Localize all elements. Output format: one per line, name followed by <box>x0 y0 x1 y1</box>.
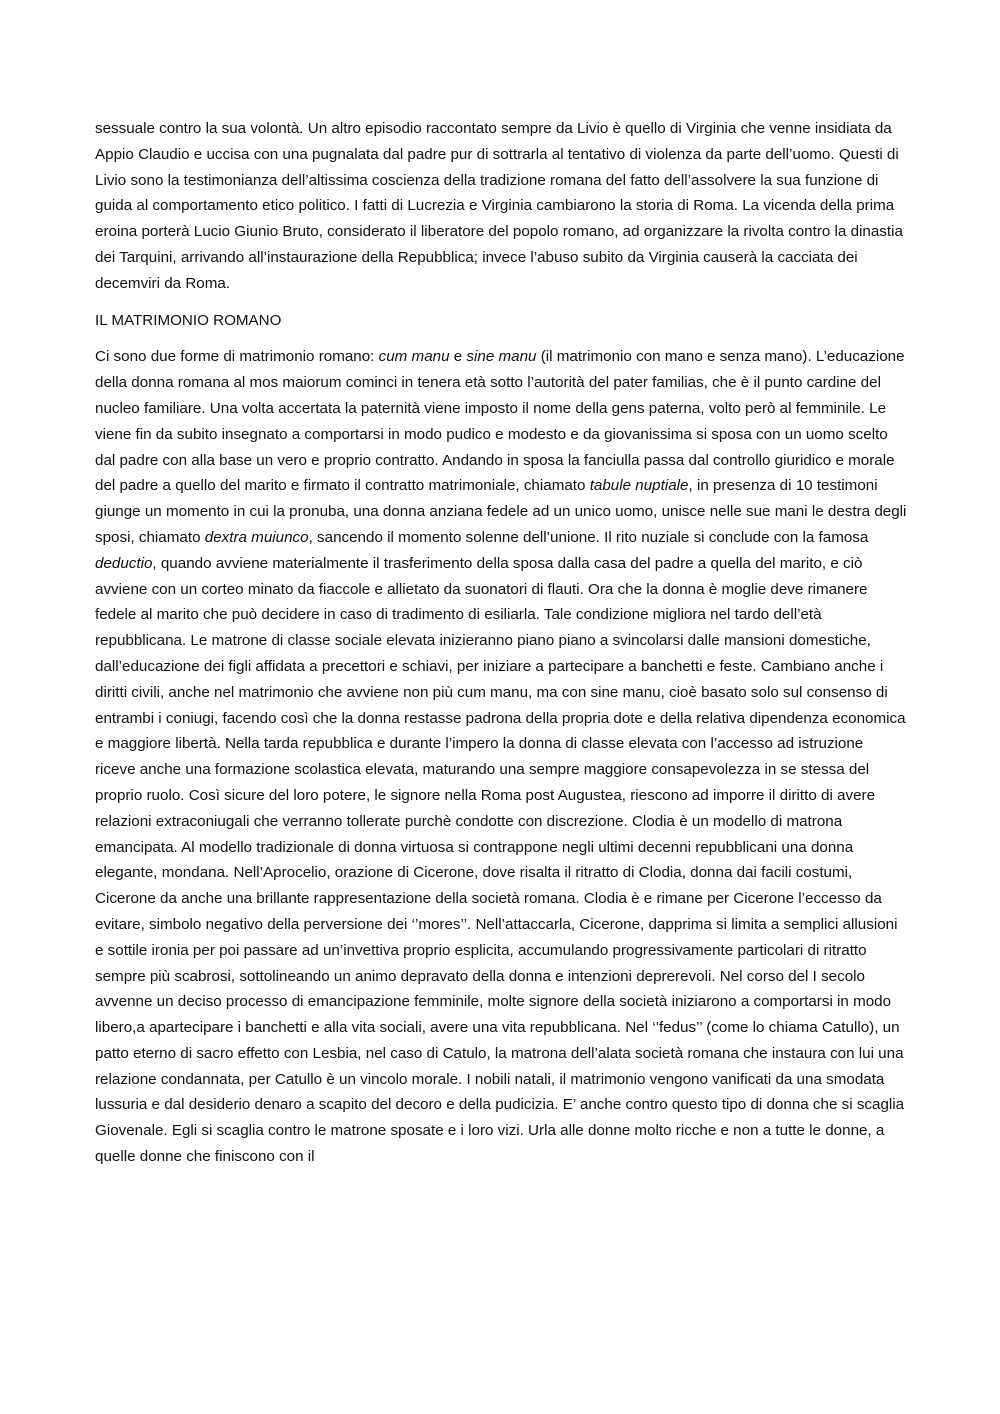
text-run: e <box>449 348 467 366</box>
document-page <box>95 116 907 1181</box>
paragraph-virginia: sessuale contro la sua volontà. Un altro episodio raccontato sempre da Livio è quello di Virginia che venne insidiata da Appio Claudio e uccisa con una pugnalata dal padre pur di sottrarla al tentativo di violenza da parte dell’uomo. Questi di Livio sono la testimonianza dell’altissima coscienza della tradizione romana del fatto dell’assolvere la sua funzione di guida al comportamento etico politico. I fatti di Lucrezia e Virginia cambiarono la storia di Roma. La vicenda della prima eroina porterà Lucio Giunio Bruto, considerato il liberatore del popolo romano, ad organizzare la rivolta contro la dinastia dei Tarquini, arrivando all’instaurazione della Repubblica; invece l’abuso subito da Virginia causerà la cacciata dei decemviri da Roma. <box>95 120 903 292</box>
italic-term-sine-manu: sine manu <box>466 348 537 366</box>
italic-term-tabule-nuptiale: tabule nuptiale <box>589 477 689 495</box>
italic-term-deductio: deductio <box>95 554 153 572</box>
italic-term-cum-manu: cum manu <box>378 348 450 366</box>
italic-term-dextra-muiunco: dextra muiunco <box>204 528 309 546</box>
text-run: Ci sono due forme di matrimonio romano: <box>95 348 379 366</box>
paragraph-matrimonio <box>95 344 907 1170</box>
section-heading: IL MATRIMONIO ROMANO <box>95 311 282 329</box>
text-run: , quando avviene materialmente il trasferimento della sposa dalla casa del padre a quella del marito, e ciò avviene con un corteo minato da fiaccole e allietato da suonatori di flauti. Ora che la donna è moglie deve rimanere fedele al marito che può decidere in caso di tradimento di esiliarla. Tale condizione migliora nel tardo dell’età repubblicana. Le matrone di classe sociale elevata inizieranno piano piano a svincolarsi dalle mansioni domestiche, dall’educazione dei figli affidata a precettori e schiavi, per iniziare a partecipare a banchetti e feste. Cambiano anche i diritti civili, anche nel matrimonio che avviene non più cum manu, ma con sine manu, cioè basato solo sul consenso di entrambi i coniugi, facendo così che la donna restasse padrona della propria dote e della relativa dipendenza economica e maggiore libertà. Nella tarda repubblica e durante l’impero la donna di classe elevata con l’accesso ad istruzione riceve anche una formazione scolastica elevata, maturando una sempre maggiore consapevolezza in se stessa del proprio ruolo. Così sicure del loro potere, le signore nella Roma post Augustea, riescono ad imporre il diritto di avere relazioni extraconiugali che verranno tollerate purchè condotte con discrezione. Clodia è un modello di matrona emancipata. Al modello tradizionale di donna virtuosa si contrappone negli ultimi decenni repubblicani una donna elegante, mondana. Nell’Aprocelio, orazione di Cicerone, dove risalta il ritratto di Clodia, donna dai facili costumi, Cicerone da anche una brillante rappresentazione della società romana. Clodia è e rimane per Cicerone l’eccesso da evitare, simbolo negativo della perversione dei ‘’mores’’. Nell’attaccarla, Cicerone, dapprima si limita a semplici allusioni e sottile ironia per poi passare ad un’invettiva proprio esplicita, accumulando progressivamente particolari di ritratto sempre più scabrosi, sottolineando un animo depravato della donna e intenzioni deprerevoli. Nel corso del I secolo avvenne un deciso processo di emancipazione femminile, molte signore della società iniziarono a comportarsi in modo libero,a apartecipare i banchetti e alla vita sociali, avere una vita repubblicana. Nel ‘’fedus’’ (come lo chiama Catullo), un patto eterno di sacro effetto con Lesbia, nel caso di Catulo, la matrona dell’alata società romana che instaura con lui una relazione condannata, per Catullo è un vincolo morale. I nobili natali, il matrimonio vengono vanificati da una smodata lussuria e dal desiderio denaro a scapito del decoro e della pudicizia. E’ anche contro questo tipo di donna che si scaglia Giovenale. Egli si scaglia contro le matrone sposate e i loro vizi. Urla alle donne molto ricche e non a tutte le donne, a quelle donne che finiscono con il <box>95 554 906 1166</box>
text-run: , sancendo il momento solenne dell’unione. Il rito nuziale si conclude con la famosa <box>308 528 869 546</box>
text-run: (il matrimonio con mano e senza mano). L’educazione della donna romana al mos maiorum cominci in tenera età sotto l’autorità del pater familias, che è il punto cardine del nucleo familiare. Una volta accertata la paternità viene imposto il nome della gens paterna, volto però al femminile. Le viene fin da subito insegnato a comportarsi in modo pudico e modesto e da giovanissima si sposa con un uomo scelto dal padre con alla base un vero e proprio contratto. Andando in sposa la fanciulla passa dal controllo giuridico e morale del padre a quello del marito e firmato il contratto matrimoniale, chiamato <box>95 348 905 495</box>
text-run: , in presenza di 10 testimoni giunge un momento in cui la pronuba, una donna anziana fedele ad un unico uomo, unisce nelle sue mani le destra degli sposi, chiamato <box>95 477 907 546</box>
